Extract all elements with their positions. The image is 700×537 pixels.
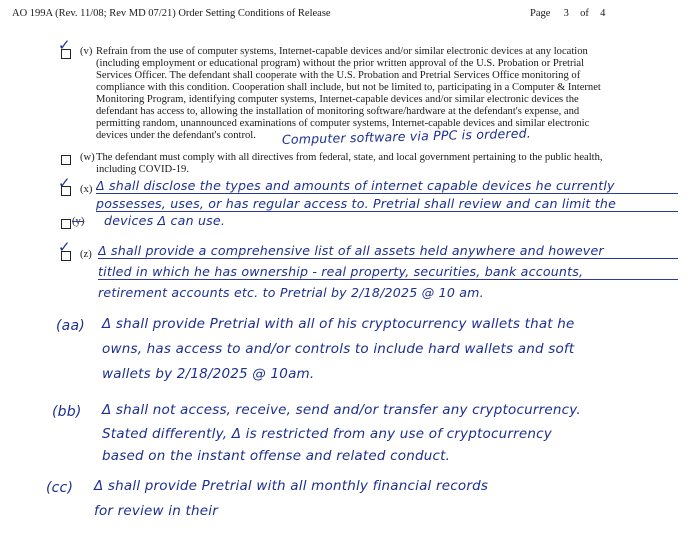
checkmark-z-icon: ✓ <box>58 238 71 256</box>
condition-v-line-3: Services Officer. The defendant shall cooperate with the U.S. Probation and Pretrial Services Office monitoring of <box>96 70 581 81</box>
condition-z-label: (z) <box>80 249 92 260</box>
condition-x-handwritten-1: Δ shall disclose the types and amounts of internet capable devices he currently <box>96 178 678 194</box>
page-number: 3 <box>563 8 569 19</box>
condition-cc-handwritten-1: Δ shall provide Pretrial with all monthly financial records <box>94 478 489 494</box>
condition-bb-handwritten-2: Stated differently, Δ is restricted from any use of cryptocurrency <box>102 426 552 442</box>
checkmark-v-icon: ✓ <box>58 36 71 54</box>
condition-v-line-8: devices under the defendant's control. <box>96 130 256 141</box>
checkmark-x-icon: ✓ <box>58 174 71 192</box>
checkbox-w[interactable] <box>61 155 71 165</box>
condition-aa-handwritten-2: owns, has access to and/or controls to include hard wallets and soft <box>102 341 575 357</box>
condition-v-line-5: Monitoring Program, identifying computer systems, Internet-capable devices and/or similar electronic devices the <box>96 94 579 105</box>
condition-z-handwritten-3: retirement accounts etc. to Pretrial by 2/18/2025 @ 10 am. <box>98 285 484 300</box>
condition-aa-handwritten-3: wallets by 2/18/2025 @ 10am. <box>102 366 315 382</box>
page-label: Page <box>530 8 551 19</box>
condition-cc-handwritten-2: for review in their <box>94 503 218 519</box>
checkbox-y[interactable] <box>61 219 71 229</box>
condition-bb-handwritten-3: based on the instant offense and related conduct. <box>102 448 451 464</box>
page-of: of <box>580 8 589 19</box>
condition-bb-label: (bb) <box>52 404 82 420</box>
condition-v-line-7: permitting random, unannounced examinations of computer systems, Internet-capable devices and similar electronic <box>96 118 590 129</box>
condition-v-label: (v) <box>80 46 93 57</box>
condition-y-label: (y) <box>72 216 85 227</box>
condition-aa-label: (aa) <box>56 318 85 334</box>
condition-v-handwritten: Computer software via PPC is ordered. <box>281 125 532 147</box>
page-indicator <box>530 8 605 19</box>
form-id: AO 199A (Rev. 11/08; Rev MD 07/21) Order Setting Conditions of Release <box>12 8 331 19</box>
condition-v-line-6: defendant has access to, allowing the installation of monitoring software/hardware at the defendant's expense, and <box>96 106 580 117</box>
condition-w-label: (w) <box>80 152 95 163</box>
condition-w-line-1: The defendant must comply with all directives from federal, state, and local government pertaining to the public health, <box>96 152 603 163</box>
condition-x-handwritten-2: possesses, uses, or has regular access to. Pretrial shall review and can limit the <box>96 196 678 212</box>
condition-x-handwritten-3: devices Δ can use. <box>104 213 226 228</box>
condition-cc-label: (cc) <box>46 480 74 496</box>
condition-aa-handwritten-1: Δ shall provide Pretrial with all of his cryptocurrency wallets that he <box>102 316 575 332</box>
condition-v-line-4: compliance with this condition. Cooperation shall include, but not be limited to, participating in a Computer & Internet <box>96 82 601 93</box>
condition-v-line-2: (including employment or educational program) without the prior written approval of the U.S. Probation or Pretrial <box>96 58 585 69</box>
condition-w-line-2: including COVID-19. <box>96 164 189 175</box>
condition-v-line-1: Refrain from the use of computer systems, Internet-capable devices and/or similar electronic devices at any location <box>96 46 588 57</box>
condition-z-handwritten-2: titled in which he has ownership - real property, securities, bank accounts, <box>98 264 678 280</box>
condition-z-handwritten-1: Δ shall provide a comprehensive list of all assets held anywhere and however <box>98 243 678 259</box>
condition-x-label: (x) <box>80 184 93 195</box>
page-total: 4 <box>600 8 606 19</box>
condition-bb-handwritten-1: Δ shall not access, receive, send and/or transfer any cryptocurrency. <box>102 402 581 418</box>
